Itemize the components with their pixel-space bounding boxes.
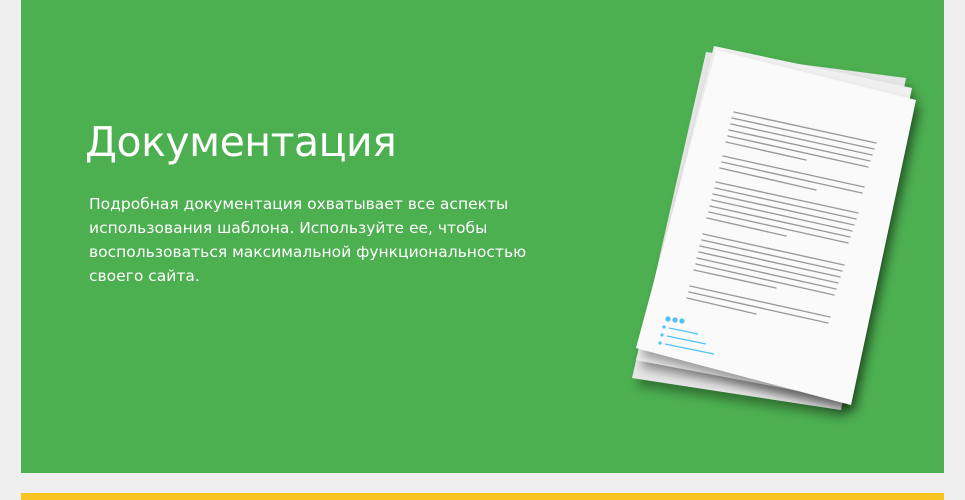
hero-description: Подробная документация охватывает все аспекты использования шаблона. Используйте ее, чтобы воспользоваться максимальной функциональностью своего сайта. [89,195,527,285]
documentation-hero [21,0,944,473]
next-section-strip [21,493,944,500]
document-paper-stack-icon [606,30,936,430]
page-title: Документация [85,118,397,166]
